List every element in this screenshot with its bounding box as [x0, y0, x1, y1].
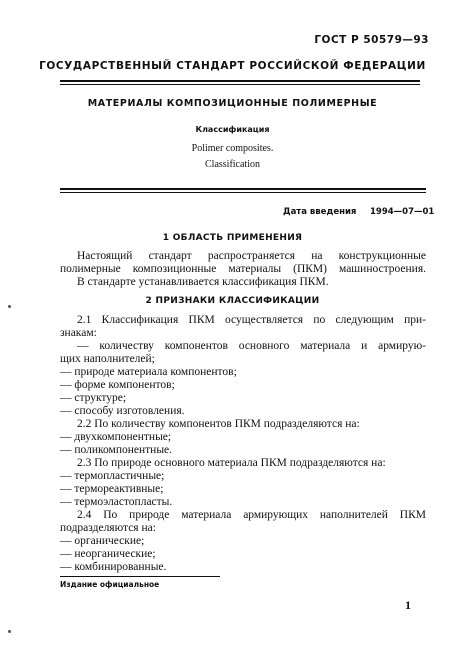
paragraph-line: 2.1 Классификация ПКМ осуществляется по следующим при-	[77, 314, 426, 326]
standard-code: ГОСТ Р 50579—93	[314, 34, 429, 46]
paragraph-line: 2.2 По количеству компонентов ПКМ подразделяются на:	[77, 418, 360, 430]
list-item: — неорганические;	[60, 548, 156, 560]
english-subtitle: Classification	[205, 159, 260, 170]
scan-speck	[8, 630, 11, 633]
document-title: МАТЕРИАЛЫ КОМПОЗИЦИОННЫЕ ПОЛИМЕРНЫЕ	[87, 98, 378, 109]
paragraph-line: 2.4 По природе материала армирующих наполнителей ПКМ	[77, 509, 426, 521]
paragraph-line: Настоящий стандарт распространяется на конструкционные	[77, 250, 426, 262]
list-item: — органические;	[60, 535, 145, 547]
effective-date-value: 1994—07—01	[370, 207, 435, 217]
list-item: — термореактивные;	[60, 483, 164, 495]
paragraph-line: знакам:	[60, 327, 97, 339]
paragraph-line: В стандарте устанавливается классификация ПКМ.	[77, 276, 329, 288]
list-item: — комбинированные.	[60, 561, 167, 573]
list-item: — поликомпонентные.	[60, 444, 173, 456]
effective-date-label: Дата введения	[283, 207, 357, 217]
title-rule-thick	[60, 188, 426, 190]
paragraph-line: полимерные композиционные материалы (ПКМ) машиностроения.	[60, 263, 426, 275]
document-subtitle: Классификация	[195, 125, 270, 134]
list-item: — форме компонентов;	[60, 379, 175, 391]
list-item: — термопластичные;	[60, 470, 165, 482]
page-number: 1	[405, 598, 411, 612]
scan-speck	[8, 305, 11, 308]
list-item: — двухкомпонентные;	[60, 431, 172, 443]
list-item: — структуре;	[60, 392, 127, 404]
section-2-heading: 2 ПРИЗНАКИ КЛАССИФИКАЦИИ	[145, 296, 320, 306]
header-rule-thin	[60, 84, 420, 85]
list-item: — термоэластопласты.	[60, 496, 173, 508]
list-item: — способу изготовления.	[60, 405, 185, 417]
footnote-rule	[60, 576, 220, 577]
english-title: Polimer composites.	[191, 143, 274, 154]
title-rule-thin	[60, 192, 426, 193]
list-item: щих наполнителей;	[60, 353, 155, 365]
list-item: — природе материала компонентов;	[60, 366, 237, 378]
paragraph-line: 2.3 По природе основного материала ПКМ подразделяются на:	[77, 457, 386, 469]
official-edition-note: Издание официальное	[60, 580, 160, 589]
header-rule-thick	[60, 80, 420, 82]
list-item: — количеству компонентов основного материала и армирую-	[77, 340, 426, 352]
state-standard-title: ГОСУДАРСТВЕННЫЙ СТАНДАРТ РОССИЙСКОЙ ФЕДЕРАЦИИ	[39, 60, 426, 72]
paragraph-line: подразделяются на:	[60, 522, 156, 534]
section-1-heading: 1 ОБЛАСТЬ ПРИМЕНЕНИЯ	[162, 233, 303, 243]
